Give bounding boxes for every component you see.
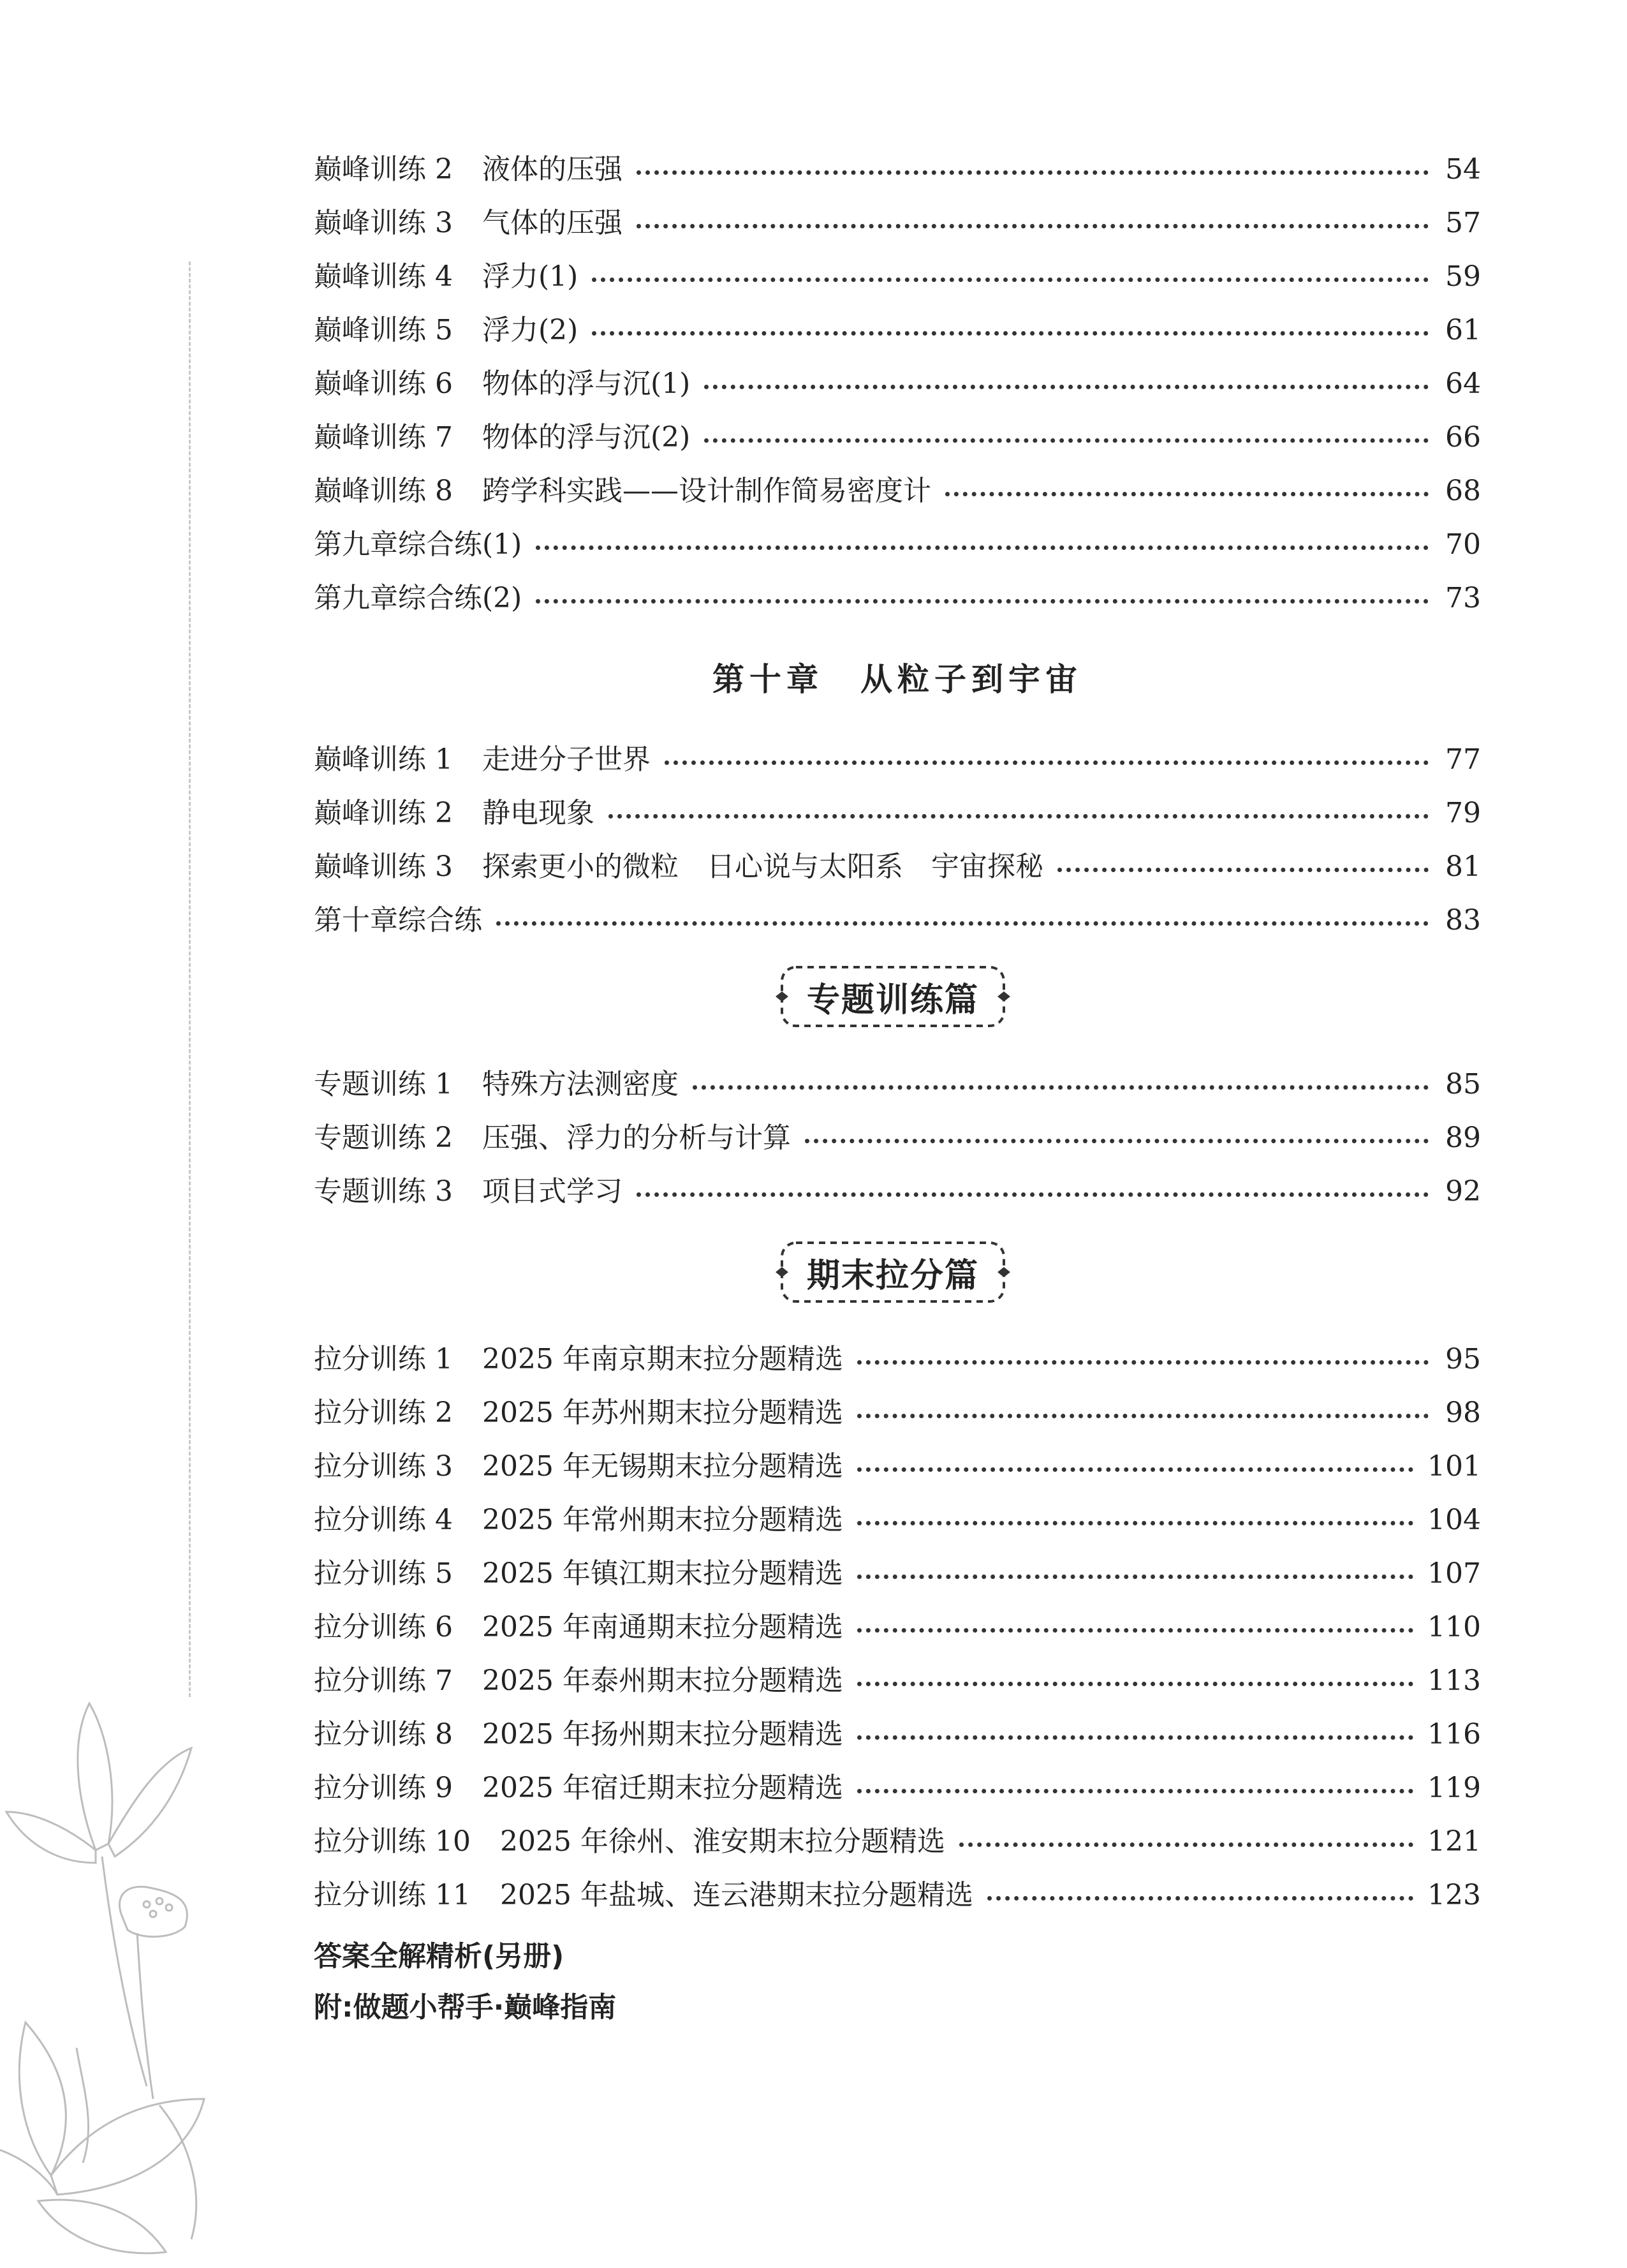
entry-title: 2025 年常州期末拉分题精选 [482,1504,843,1536]
entry-code: 拉分训练 5 [314,1557,453,1590]
appendix-note: 附:做题小帮手·巅峰指南 [314,1991,617,2024]
entry-code: 拉分训练 3 [314,1450,453,1483]
entry-code: 巅峰训练 1 [314,743,453,776]
entry-page-number: 116 [1427,1718,1481,1751]
entry-page-number: 70 [1445,528,1481,561]
toc-entry[interactable] [314,1497,1481,1543]
entry-title: 2025 年宿迁期末拉分题精选 [482,1772,843,1804]
leader-dots [857,1735,1413,1740]
toc-entry[interactable] [314,415,1481,461]
entry-code: 拉分训练 7 [314,1664,453,1697]
entry-code: 拉分训练 10 [314,1825,471,1858]
toc-entry[interactable] [314,1658,1481,1704]
entry-page-number: 81 [1445,850,1481,883]
entry-code: 拉分训练 8 [314,1718,453,1751]
toc-entry[interactable] [314,200,1481,246]
entry-code: 巅峰训练 3 [314,850,453,883]
binding-dashed-line [189,262,191,1697]
entry-title: 2025 年扬州期末拉分题精选 [482,1718,843,1751]
toc-entry[interactable] [314,1390,1481,1436]
entry-page-number: 107 [1427,1557,1481,1590]
toc-entry[interactable] [314,1605,1481,1650]
leader-dots [857,1628,1413,1633]
entry-page-number: 113 [1427,1664,1481,1697]
entry-page-number: 59 [1445,260,1481,293]
entry-title: 特殊方法测密度 [482,1068,679,1101]
leader-dots [704,438,1429,443]
entry-title: 液体的压强 [482,153,622,186]
entry-title: 2025 年无锡期末拉分题精选 [482,1450,843,1483]
leader-dots [496,921,1429,926]
chapter10-heading: 第十章 从粒子到宇宙 [712,660,1082,698]
toc-entry[interactable] [314,254,1481,300]
entry-page-number: 119 [1427,1772,1481,1804]
entry-title: 物体的浮与沉(2) [482,421,691,454]
leader-dots [637,170,1429,175]
entry-code: 巅峰训练 3 [314,207,453,239]
entry-code: 巅峰训练 7 [314,421,453,454]
leader-dots [592,331,1429,336]
entry-title: 2025 年泰州期末拉分题精选 [482,1664,843,1697]
entry-page-number: 104 [1427,1504,1481,1536]
toc-entry[interactable] [314,522,1481,568]
entry-code: 巅峰训练 5 [314,314,453,346]
lotus-decoration-icon [0,1640,274,2268]
entry-page-number: 121 [1427,1825,1481,1858]
leader-dots [608,814,1429,819]
entry-title: 浮力(1) [482,260,578,293]
final-exam-banner [773,1236,1013,1308]
leader-dots [637,224,1429,228]
leader-dots [665,760,1429,765]
entry-code: 专题训练 1 [314,1068,453,1101]
entry-title: 浮力(2) [482,314,578,346]
toc-entry[interactable] [314,1872,1481,1918]
entry-page-number: 110 [1427,1611,1481,1643]
entry-page-number: 54 [1445,153,1481,186]
entry-page-number: 85 [1445,1068,1481,1101]
banner-label: 专题训练篇 [806,981,979,1019]
leader-dots [536,545,1429,550]
leader-dots [857,1414,1429,1418]
leader-dots [857,1789,1413,1793]
entry-page-number: 77 [1445,743,1481,776]
entry-code: 巅峰训练 4 [314,260,453,293]
leader-dots [857,1360,1429,1365]
toc-entry[interactable] [314,147,1481,193]
entry-title: 项目式学习 [482,1175,622,1208]
toc-entry[interactable] [314,468,1481,514]
entry-title: 探索更小的微粒 日心说与太阳系 宇宙探秘 [482,850,1043,883]
entry-code: 第九章综合练(2) [314,582,522,614]
entry-code: 专题训练 2 [314,1122,453,1154]
entry-title: 2025 年南京期末拉分题精选 [482,1343,843,1375]
leader-dots [637,1192,1429,1197]
entry-page-number: 73 [1445,582,1481,614]
toc-entry[interactable] [314,790,1481,836]
entry-title: 气体的压强 [482,207,622,239]
entry-title: 静电现象 [482,797,594,829]
leader-dots [536,599,1429,604]
leader-dots [959,1842,1413,1847]
entry-title: 2025 年徐州、淮安期末拉分题精选 [499,1825,945,1858]
entry-page-number: 89 [1445,1122,1481,1154]
toc-entry[interactable] [314,1115,1481,1161]
toc-entry[interactable] [314,737,1481,783]
toc-entry[interactable] [314,1819,1481,1865]
toc-entry[interactable] [314,844,1481,890]
leader-dots [945,492,1429,496]
entry-page-number: 92 [1445,1175,1481,1208]
entry-title: 2025 年南通期末拉分题精选 [482,1611,843,1643]
entry-code: 专题训练 3 [314,1175,453,1208]
leader-dots [987,1896,1413,1901]
entry-page-number: 123 [1427,1879,1481,1911]
entry-title: 2025 年盐城、连云港期末拉分题精选 [499,1879,973,1911]
entry-code: 巅峰训练 8 [314,475,453,507]
entry-page-number: 68 [1445,475,1481,507]
entry-code: 巅峰训练 6 [314,367,453,400]
entry-code: 第九章综合练(1) [314,528,522,561]
leader-dots [805,1139,1429,1143]
entry-code: 巅峰训练 2 [314,153,453,186]
toc-entry[interactable] [314,308,1481,353]
answers-note: 答案全解精析(另册) [314,1940,564,1973]
entry-title: 走进分子世界 [482,743,651,776]
special-training-banner [773,961,1013,1032]
entry-title: 物体的浮与沉(1) [482,367,691,400]
entry-code: 拉分训练 11 [314,1879,471,1911]
toc-entry[interactable] [314,1551,1481,1597]
entry-title: 跨学科实践——设计制作简易密度计 [482,475,931,507]
toc-entry[interactable] [314,575,1481,621]
leader-dots [592,278,1429,282]
entry-page-number: 95 [1445,1343,1481,1375]
toc-entry[interactable] [314,361,1481,407]
entry-page-number: 98 [1445,1397,1481,1429]
entry-page-number: 83 [1445,904,1481,937]
entry-page-number: 66 [1445,421,1481,454]
toc-entry[interactable] [314,1169,1481,1215]
entry-page-number: 57 [1445,207,1481,239]
entry-code: 第十章综合练 [314,904,482,937]
leader-dots [704,385,1429,389]
entry-title: 2025 年镇江期末拉分题精选 [482,1557,843,1590]
toc-entry[interactable] [314,898,1481,944]
toc-entry[interactable] [314,1444,1481,1490]
entry-code: 巅峰训练 2 [314,797,453,829]
entry-page-number: 79 [1445,797,1481,829]
toc-entry[interactable] [314,1765,1481,1811]
entry-code: 拉分训练 9 [314,1772,453,1804]
entry-title: 2025 年苏州期末拉分题精选 [482,1397,843,1429]
banner-label: 期末拉分篇 [806,1256,979,1295]
toc-entry[interactable] [314,1062,1481,1108]
leader-dots [693,1085,1429,1090]
leader-dots [857,1521,1413,1525]
entry-code: 拉分训练 2 [314,1397,453,1429]
entry-title: 压强、浮力的分析与计算 [482,1122,791,1154]
leader-dots [1057,868,1429,872]
entry-page-number: 61 [1445,314,1481,346]
entry-code: 拉分训练 1 [314,1343,453,1375]
toc-entry[interactable] [314,1712,1481,1758]
entry-code: 拉分训练 4 [314,1504,453,1536]
entry-page-number: 101 [1427,1450,1481,1483]
entry-page-number: 64 [1445,367,1481,400]
leader-dots [857,1682,1413,1686]
toc-entry[interactable] [314,1337,1481,1382]
leader-dots [857,1467,1413,1472]
entry-code: 拉分训练 6 [314,1611,453,1643]
leader-dots [857,1575,1413,1579]
